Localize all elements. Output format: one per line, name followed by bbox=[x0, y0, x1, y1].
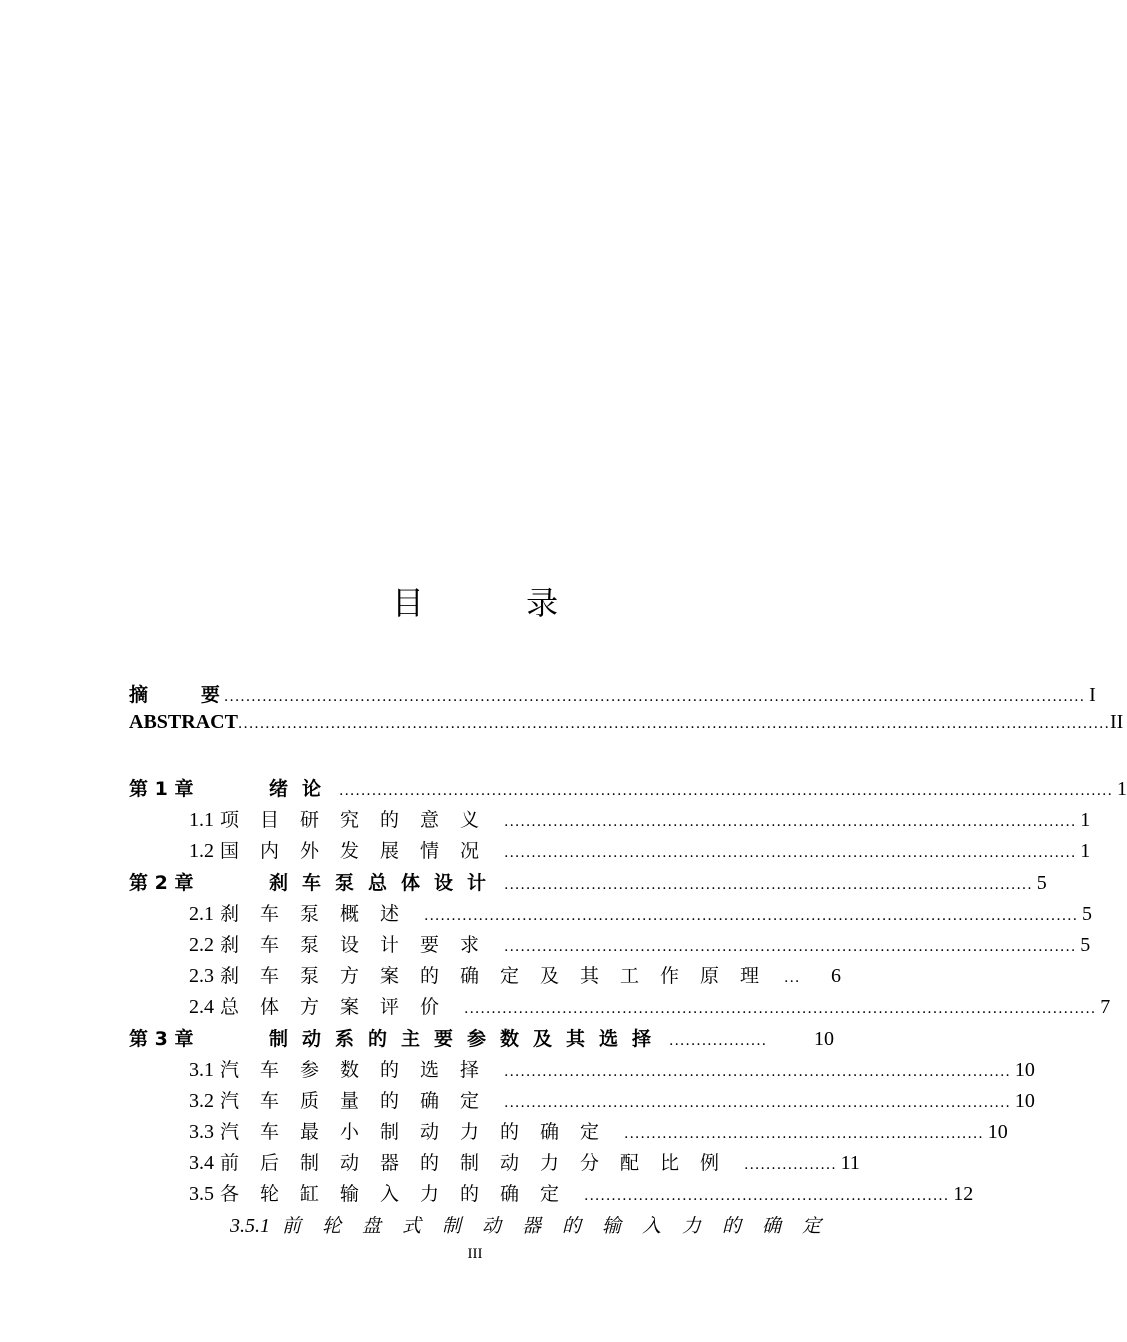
chapter-title: 刹车泵总体设计 bbox=[269, 872, 501, 894]
toc-entry-page: 6 bbox=[831, 965, 841, 987]
page-number-footer: III bbox=[467, 1246, 483, 1262]
toc-entry-page: 12 bbox=[953, 1183, 974, 1205]
leader-dots: ........................................................................................................................ bbox=[424, 908, 1079, 924]
section-number: 2.3 bbox=[189, 965, 214, 987]
subsection-number: 3.5.1 bbox=[230, 1215, 270, 1237]
toc-section-3-5[interactable] bbox=[189, 1179, 974, 1206]
toc-subsection-3-5-1[interactable] bbox=[230, 1211, 843, 1238]
leader-dots: ................................................................................................................................................................ bbox=[237, 716, 1110, 732]
section-title: 刹车泵概述 bbox=[220, 903, 421, 925]
leader-dots: ................. bbox=[744, 1157, 837, 1173]
leader-dots: ......................................................................................................... bbox=[504, 814, 1077, 830]
leader-dots: .................................................................................................................... bbox=[464, 1001, 1097, 1017]
toc-section-3-3[interactable] bbox=[189, 1117, 1008, 1144]
toc-entry-page: 11 bbox=[840, 1152, 860, 1174]
section-number: 3.5 bbox=[189, 1183, 214, 1205]
leader-dots: ... bbox=[784, 970, 801, 986]
leader-dots: ................................................................................................. bbox=[504, 877, 1033, 893]
toc-section-2-4[interactable] bbox=[189, 992, 1111, 1019]
subsection-title: 前轮盘式制动器的输入力的确定 bbox=[282, 1215, 843, 1237]
toc-entry-page: 10 bbox=[987, 1121, 1008, 1143]
chapter-title: 制动系的主要参数及其选择 bbox=[269, 1028, 666, 1050]
toc-entry-label: 摘 要 bbox=[129, 684, 220, 706]
toc-section-2-1[interactable] bbox=[189, 899, 1093, 926]
toc-entry-page: 5 bbox=[1036, 872, 1047, 894]
section-title: 刹车泵方案的确定及其工作原理 bbox=[220, 965, 781, 987]
section-number: 1.2 bbox=[189, 840, 214, 862]
toc-chapter-3[interactable] bbox=[129, 1024, 834, 1051]
toc-section-2-3[interactable] bbox=[189, 961, 841, 988]
leader-dots: ............................................................................................. bbox=[504, 1064, 1011, 1080]
toc-section-3-4[interactable] bbox=[189, 1148, 860, 1175]
toc-section-3-2[interactable] bbox=[189, 1086, 1035, 1113]
toc-entry-page: 5 bbox=[1082, 903, 1093, 925]
leader-dots: .................................................................. bbox=[624, 1126, 984, 1142]
toc-entry-page: 10 bbox=[1014, 1059, 1035, 1081]
section-title: 刹车泵设计要求 bbox=[220, 934, 501, 956]
chapter-prefix: 第 1 章 bbox=[129, 778, 194, 800]
toc-section-2-2[interactable] bbox=[189, 930, 1091, 957]
toc-entry-page: 10 bbox=[1014, 1090, 1035, 1112]
toc-section-1-1[interactable] bbox=[189, 805, 1091, 832]
section-number: 2.2 bbox=[189, 934, 214, 956]
leader-dots: .............................................................................................................................................................. bbox=[223, 689, 1086, 705]
toc-entry-page: 1 bbox=[1116, 778, 1127, 800]
section-title: 汽车参数的选择 bbox=[220, 1059, 501, 1081]
leader-dots: .................. bbox=[669, 1033, 768, 1049]
toc-entry-page: 1 bbox=[1080, 840, 1091, 862]
section-number: 1.1 bbox=[189, 809, 214, 831]
toc-entry-page: 1 bbox=[1080, 809, 1091, 831]
section-number: 3.4 bbox=[189, 1152, 214, 1174]
chapter-prefix: 第 3 章 bbox=[129, 1028, 194, 1050]
section-title: 项目研究的意义 bbox=[220, 809, 501, 831]
leader-dots: ......................................................................................................... bbox=[504, 845, 1077, 861]
section-number: 2.4 bbox=[189, 996, 214, 1018]
toc-entry-page: 5 bbox=[1080, 934, 1091, 956]
toc-entry-label: ABSTRACT bbox=[129, 711, 238, 733]
toc-entry-page: 10 bbox=[814, 1028, 834, 1050]
leader-dots: .............................................................................................................................................. bbox=[339, 783, 1113, 799]
section-title: 国内外发展情况 bbox=[220, 840, 501, 862]
leader-dots: ......................................................................................................... bbox=[504, 939, 1077, 955]
section-title: 汽车最小制动力的确定 bbox=[220, 1121, 621, 1143]
section-number: 3.3 bbox=[189, 1121, 214, 1143]
toc-title: 目 录 bbox=[391, 584, 605, 622]
toc-section-1-2[interactable] bbox=[189, 836, 1091, 863]
chapter-prefix: 第 2 章 bbox=[129, 872, 194, 894]
section-title: 各轮缸输入力的确定 bbox=[220, 1183, 581, 1205]
toc-entry-page: II bbox=[1109, 711, 1124, 733]
toc-entry-page: I bbox=[1089, 684, 1096, 706]
toc-entry-abstract-en[interactable] bbox=[129, 711, 1124, 734]
toc-entry-abstract-cn[interactable] bbox=[129, 680, 1096, 707]
leader-dots: ................................................................... bbox=[584, 1188, 950, 1204]
chapter-title: 绪论 bbox=[269, 778, 336, 800]
section-number: 3.1 bbox=[189, 1059, 214, 1081]
toc-section-3-1[interactable] bbox=[189, 1055, 1035, 1082]
toc-chapter-2[interactable] bbox=[129, 868, 1047, 895]
section-number: 2.1 bbox=[189, 903, 214, 925]
section-number: 3.2 bbox=[189, 1090, 214, 1112]
toc-chapter-1[interactable] bbox=[129, 774, 1127, 801]
section-title: 前后制动器的制动力分配比例 bbox=[220, 1152, 741, 1174]
section-title: 汽车质量的确定 bbox=[220, 1090, 501, 1112]
toc-entry-page: 7 bbox=[1100, 996, 1111, 1018]
section-title: 总体方案评价 bbox=[220, 996, 461, 1018]
leader-dots: ............................................................................................. bbox=[504, 1095, 1011, 1111]
